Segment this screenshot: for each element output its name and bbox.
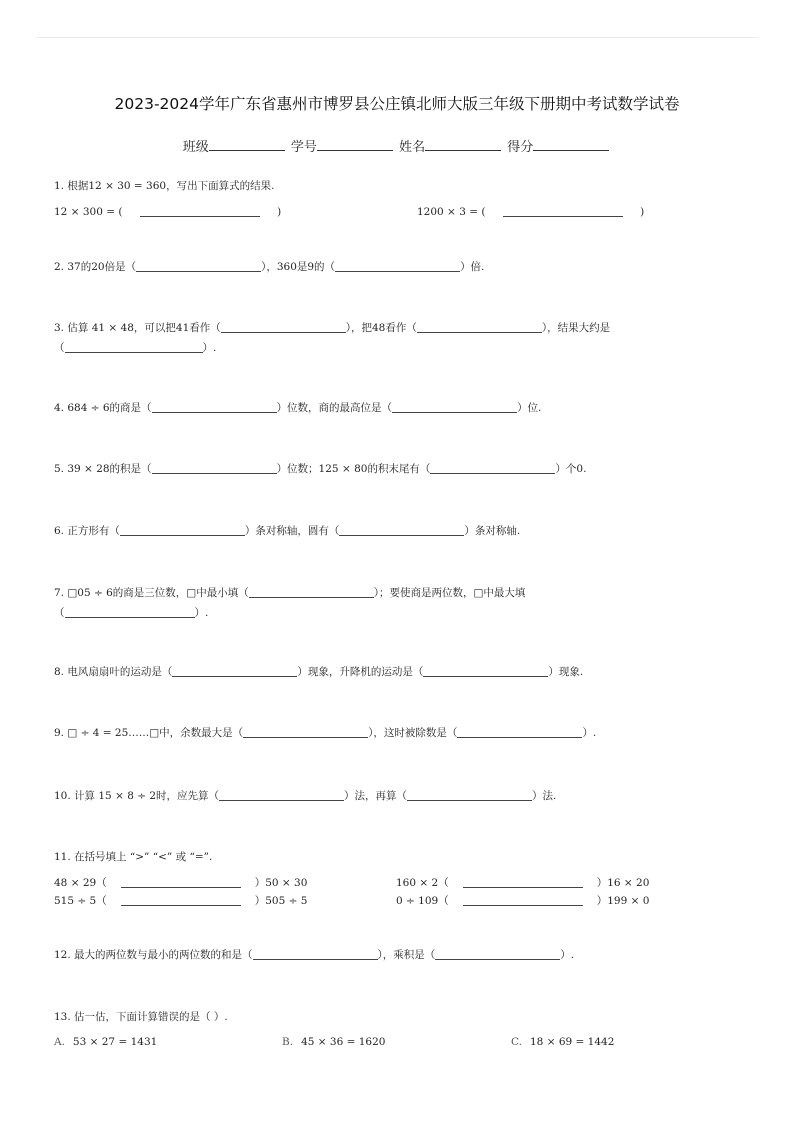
score-blank[interactable] [533, 138, 609, 151]
answer-blank[interactable] [152, 461, 277, 474]
answer-blank[interactable] [121, 875, 241, 888]
question-text: ）个0. [555, 463, 587, 475]
expression: 160 × 2（ [396, 877, 449, 889]
answer-blank[interactable] [136, 259, 261, 272]
class-blank[interactable] [209, 138, 285, 151]
question-9 [54, 723, 754, 743]
question-text: 11. 在括号填上 “>” “<” 或 “=”. [54, 851, 213, 863]
expression: 515 ÷ 5（ [54, 895, 107, 907]
expression: 1200 × 3 = ( [417, 206, 486, 218]
answer-blank[interactable] [417, 320, 542, 333]
answer-blank[interactable] [65, 605, 195, 618]
question-text: 8. 电风扇扇叶的运动是（ [54, 666, 173, 678]
name-blank[interactable] [425, 138, 501, 151]
question-1 [54, 176, 754, 196]
answer-blank[interactable] [463, 875, 583, 888]
option-label: A. [54, 1036, 65, 1048]
answer-blank[interactable] [407, 788, 532, 801]
question-2 [54, 257, 754, 277]
answer-blank[interactable] [253, 947, 378, 960]
top-divider [36, 37, 758, 38]
question-11 [54, 847, 754, 867]
question-text: 10. 计算 15 × 8 ÷ 2时，应先算（ [54, 790, 220, 802]
question-text: 9. □ ÷ 4 = 25……□中，余数最大是（ [54, 727, 244, 739]
paren-open: （ [54, 342, 65, 354]
question-text: 2. 37的20倍是（ [54, 261, 137, 273]
question-text: ）位. [517, 402, 542, 414]
question-11-row-1-right [396, 874, 649, 892]
expression: 48 × 29（ [54, 877, 107, 889]
option-b[interactable] [282, 1036, 385, 1048]
question-text: 6. 正方形有（ [54, 525, 120, 537]
answer-blank[interactable] [120, 523, 245, 536]
answer-blank[interactable] [152, 400, 277, 413]
expression: ）505 ÷ 5 [254, 895, 308, 907]
expression: ）50 × 30 [254, 877, 308, 889]
option-value: 18 × 69 = 1442 [530, 1036, 615, 1048]
answer-blank[interactable] [339, 523, 464, 536]
question-text: 13. 估一估，下面计算错误的是（ ）. [54, 1011, 228, 1023]
class-label: 班级 [182, 140, 209, 155]
question-text: ），乘积是（ [377, 949, 436, 961]
question-11-row-2-left [54, 892, 307, 910]
question-text: ），这时被除数是（ [368, 727, 458, 739]
answer-blank[interactable] [503, 204, 623, 217]
question-text: 3. 估算 41 × 48，可以把41看作（ [54, 322, 221, 334]
question-12 [54, 945, 754, 965]
answer-blank[interactable] [423, 664, 548, 677]
answer-blank[interactable] [243, 725, 368, 738]
question-text: ）. [560, 949, 575, 961]
option-value: 45 × 36 = 1620 [301, 1036, 386, 1048]
score-label: 得分 [507, 140, 534, 155]
answer-blank[interactable] [140, 204, 260, 217]
question-7 [54, 583, 754, 623]
option-label: C. [511, 1036, 522, 1048]
question-10 [54, 786, 754, 806]
name-label: 姓名 [399, 140, 426, 155]
question-text: ）；要使商是两位数，□中最大填 [373, 587, 526, 599]
question-text: ），把48看作（ [345, 322, 417, 334]
option-value: 53 × 27 = 1431 [72, 1036, 158, 1048]
question-text: ）. [582, 727, 597, 739]
question-text: 5. 39 × 28的积是（ [54, 463, 152, 475]
paren-close: ) [277, 206, 282, 218]
question-11-row-2-right [396, 892, 649, 910]
answer-blank[interactable] [435, 947, 560, 960]
question-text: 4. 684 ÷ 6的商是（ [54, 402, 152, 414]
paren-close: ）. [202, 342, 217, 354]
page-title: 2023-2024学年广东省惠州市博罗县公庄镇北师大版三年级下册期中考试数学试卷 [114, 95, 680, 113]
option-label: B. [282, 1036, 294, 1048]
question-11-row-1-left [54, 874, 307, 892]
expression: 12 × 300 = ( [54, 206, 123, 218]
question-text: ）条对称轴，圆有（ [244, 525, 340, 537]
answer-blank[interactable] [392, 400, 517, 413]
question-5 [54, 459, 754, 479]
answer-blank[interactable] [221, 320, 346, 333]
answer-blank[interactable] [430, 461, 555, 474]
question-1-left [54, 203, 281, 221]
question-text: ）现象. [548, 666, 584, 678]
question-8 [54, 662, 754, 682]
question-text: ）位数，商的最高位是（ [276, 402, 393, 414]
paren-close: ）. [194, 607, 209, 619]
question-text: ）法. [532, 790, 557, 802]
student-id-blank[interactable] [317, 138, 393, 151]
question-text: ）倍. [460, 261, 485, 273]
expression: ）16 × 20 [596, 877, 650, 889]
question-3 [54, 318, 754, 358]
answer-blank[interactable] [65, 340, 203, 353]
question-number: 1. [54, 180, 65, 192]
question-text: ），360是9的（ [261, 261, 336, 273]
answer-blank[interactable] [121, 893, 241, 906]
expression: ）199 × 0 [596, 895, 650, 907]
question-text: ），结果大约是 [541, 322, 611, 334]
question-text: ）法，再算（ [344, 790, 408, 802]
question-6 [54, 521, 754, 541]
option-a[interactable] [54, 1036, 157, 1048]
question-text: ）位数；125 × 80的积末尾有（ [276, 463, 431, 475]
answer-blank[interactable] [457, 725, 582, 738]
question-text: 根据12 × 30 = 360，写出下面算式的结果. [67, 180, 275, 192]
paren-open: （ [54, 607, 65, 619]
question-text: ）条对称轴. [464, 525, 521, 537]
expression: 0 ÷ 109（ [396, 895, 449, 907]
student-id-label: 学号 [290, 140, 317, 155]
question-text: ）现象，升降机的运动是（ [297, 666, 424, 678]
answer-blank[interactable] [335, 259, 460, 272]
answer-blank[interactable] [219, 788, 344, 801]
question-4 [54, 398, 754, 418]
answer-blank[interactable] [463, 893, 583, 906]
question-text: 7. □05 ÷ 6的商是三位数，□中最小填（ [54, 587, 249, 599]
question-1-right [417, 203, 644, 221]
answer-blank[interactable] [172, 664, 297, 677]
question-text: 12. 最大的两位数与最小的两位数的和是（ [54, 949, 253, 961]
student-info-line [0, 136, 794, 155]
question-13 [54, 1007, 754, 1027]
answer-blank[interactable] [249, 585, 374, 598]
option-c[interactable] [511, 1036, 614, 1048]
paren-close: ) [640, 206, 645, 218]
